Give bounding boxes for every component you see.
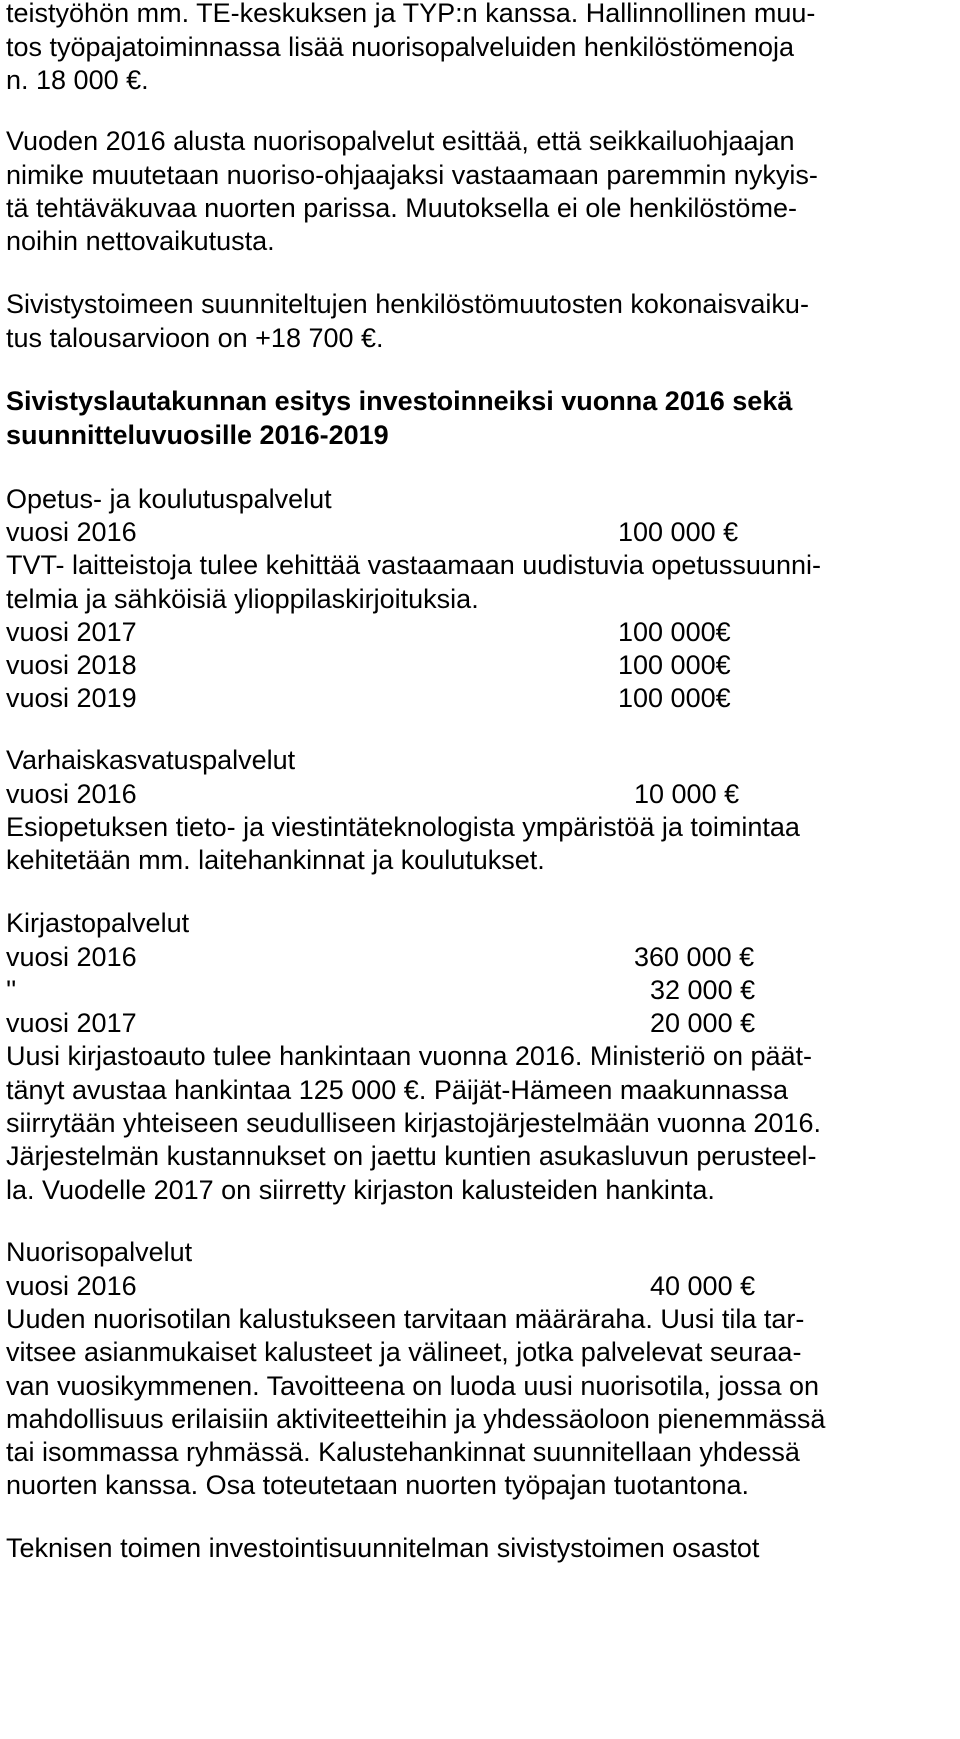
youth-desc-line-4: mahdollisuus erilaisiin aktiviteetteihin ja yhdessäoloon pienemmässä bbox=[6, 1404, 826, 1434]
library-desc-line-4: Järjestelmän kustannukset on jaettu kuntien asukasluvun perusteel- bbox=[6, 1141, 817, 1171]
education-desc-line-2: telmia ja sähköisiä ylioppilaskirjoituksia. bbox=[6, 584, 479, 614]
row-year: vuosi 2018 bbox=[6, 650, 137, 680]
library-desc-line-3: siirrytään yhteiseen seudulliseen kirjastojärjestelmään vuonna 2016. bbox=[6, 1108, 821, 1138]
early-childhood-row-2016 bbox=[6, 777, 906, 811]
early-childhood-desc-line-1: Esiopetuksen tieto- ja viestintäteknologista ympäristöä ja toimintaa bbox=[6, 812, 800, 842]
youth-desc-line-3: van vuosikymmenen. Tavoitteena on luoda uusi nuorisotila, jossa on bbox=[6, 1371, 819, 1401]
youth-desc-line-2: vitsee asianmukaiset kalusteet ja välineet, jotka palvelevat seuraa- bbox=[6, 1337, 802, 1367]
education-row-2017 bbox=[6, 615, 906, 649]
row-amount: 100 000€ bbox=[618, 683, 731, 713]
education-row-2016 bbox=[6, 515, 906, 549]
row-amount: 32 000 € bbox=[650, 975, 756, 1005]
row-year: vuosi 2017 bbox=[6, 1008, 137, 1038]
row-amount: 20 000 € bbox=[650, 1008, 756, 1038]
investment-heading-line-2: suunnitteluvuosille 2016-2019 bbox=[6, 420, 389, 450]
row-year: vuosi 2017 bbox=[6, 617, 137, 647]
total-effect-line-2: tus talousarvioon on +18 700 €. bbox=[6, 323, 384, 353]
row-amount: 360 000 € bbox=[634, 942, 755, 972]
row-amount: 40 000 € bbox=[650, 1271, 756, 1301]
row-year: '' bbox=[6, 975, 17, 1005]
intro-line-3: n. 18 000 €. bbox=[6, 65, 149, 95]
library-row-2016 bbox=[6, 940, 906, 974]
row-year: vuosi 2016 bbox=[6, 1271, 137, 1301]
row-year: vuosi 2016 bbox=[6, 517, 137, 547]
education-section-title: Opetus- ja koulutuspalvelut bbox=[6, 484, 332, 514]
library-desc-line-1: Uusi kirjastoauto tulee hankintaan vuonna 2016. Ministeriö on päät- bbox=[6, 1041, 813, 1071]
title-change-line-1: Vuoden 2016 alusta nuorisopalvelut esittää, että seikkailuohjaajan bbox=[6, 126, 795, 156]
library-row-ditto bbox=[6, 973, 906, 1007]
row-amount: 100 000 € bbox=[618, 517, 739, 547]
title-change-line-2: nimike muutetaan nuoriso-ohjaajaksi vastaamaan paremmin nykyis- bbox=[6, 160, 818, 190]
row-amount: 100 000€ bbox=[618, 650, 731, 680]
library-desc-line-2: tänyt avustaa hankintaa 125 000 €. Päijät-Hämeen maakunnassa bbox=[6, 1075, 789, 1105]
early-childhood-desc-line-2: kehitetään mm. laitehankinnat ja koulutukset. bbox=[6, 845, 545, 875]
intro-line-2: tos työpajatoiminnassa lisää nuorisopalveluiden henkilöstömenoja bbox=[6, 32, 794, 62]
title-change-line-4: noihin nettovaikutusta. bbox=[6, 226, 275, 256]
row-amount: 10 000 € bbox=[634, 779, 740, 809]
youth-desc-line-5: tai isommassa ryhmässä. Kalustehankinnat suunnitellaan yhdessä bbox=[6, 1437, 800, 1467]
early-childhood-section-title: Varhaiskasvatuspalvelut bbox=[6, 745, 296, 775]
row-year: vuosi 2016 bbox=[6, 942, 137, 972]
youth-desc-line-1: Uuden nuorisotilan kalustukseen tarvitaan määräraha. Uusi tila tar- bbox=[6, 1304, 805, 1334]
technical-investment-line: Teknisen toimen investointisuunnitelman sivistystoimen osastot bbox=[6, 1533, 760, 1563]
title-change-line-3: tä tehtäväkuvaa nuorten parissa. Muutoksella ei ole henkilöstöme- bbox=[6, 193, 797, 223]
youth-section-title: Nuorisopalvelut bbox=[6, 1237, 193, 1267]
education-desc-line-1: TVT- laitteistoja tulee kehittää vastaamaan uudistuvia opetussuunni- bbox=[6, 550, 821, 580]
library-desc-line-5: la. Vuodelle 2017 on siirretty kirjaston kalusteiden hankinta. bbox=[6, 1175, 715, 1205]
row-year: vuosi 2019 bbox=[6, 683, 137, 713]
investment-heading-line-1: Sivistyslautakunnan esitys investoinneiksi vuonna 2016 sekä bbox=[6, 386, 793, 416]
row-year: vuosi 2016 bbox=[6, 779, 137, 809]
library-row-2017 bbox=[6, 1006, 906, 1040]
youth-row-2016 bbox=[6, 1269, 906, 1303]
total-effect-line-1: Sivistystoimeen suunniteltujen henkilöstömuutosten kokonaisvaiku- bbox=[6, 289, 809, 319]
youth-desc-line-6: nuorten kanssa. Osa toteutetaan nuorten työpajan tuotantona. bbox=[6, 1470, 750, 1500]
education-row-2018 bbox=[6, 648, 906, 682]
row-amount: 100 000€ bbox=[618, 617, 731, 647]
intro-line-1: teistyöhön mm. TE-keskuksen ja TYP:n kanssa. Hallinnollinen muu- bbox=[6, 0, 816, 28]
education-row-2019 bbox=[6, 681, 906, 715]
library-section-title: Kirjastopalvelut bbox=[6, 908, 190, 938]
